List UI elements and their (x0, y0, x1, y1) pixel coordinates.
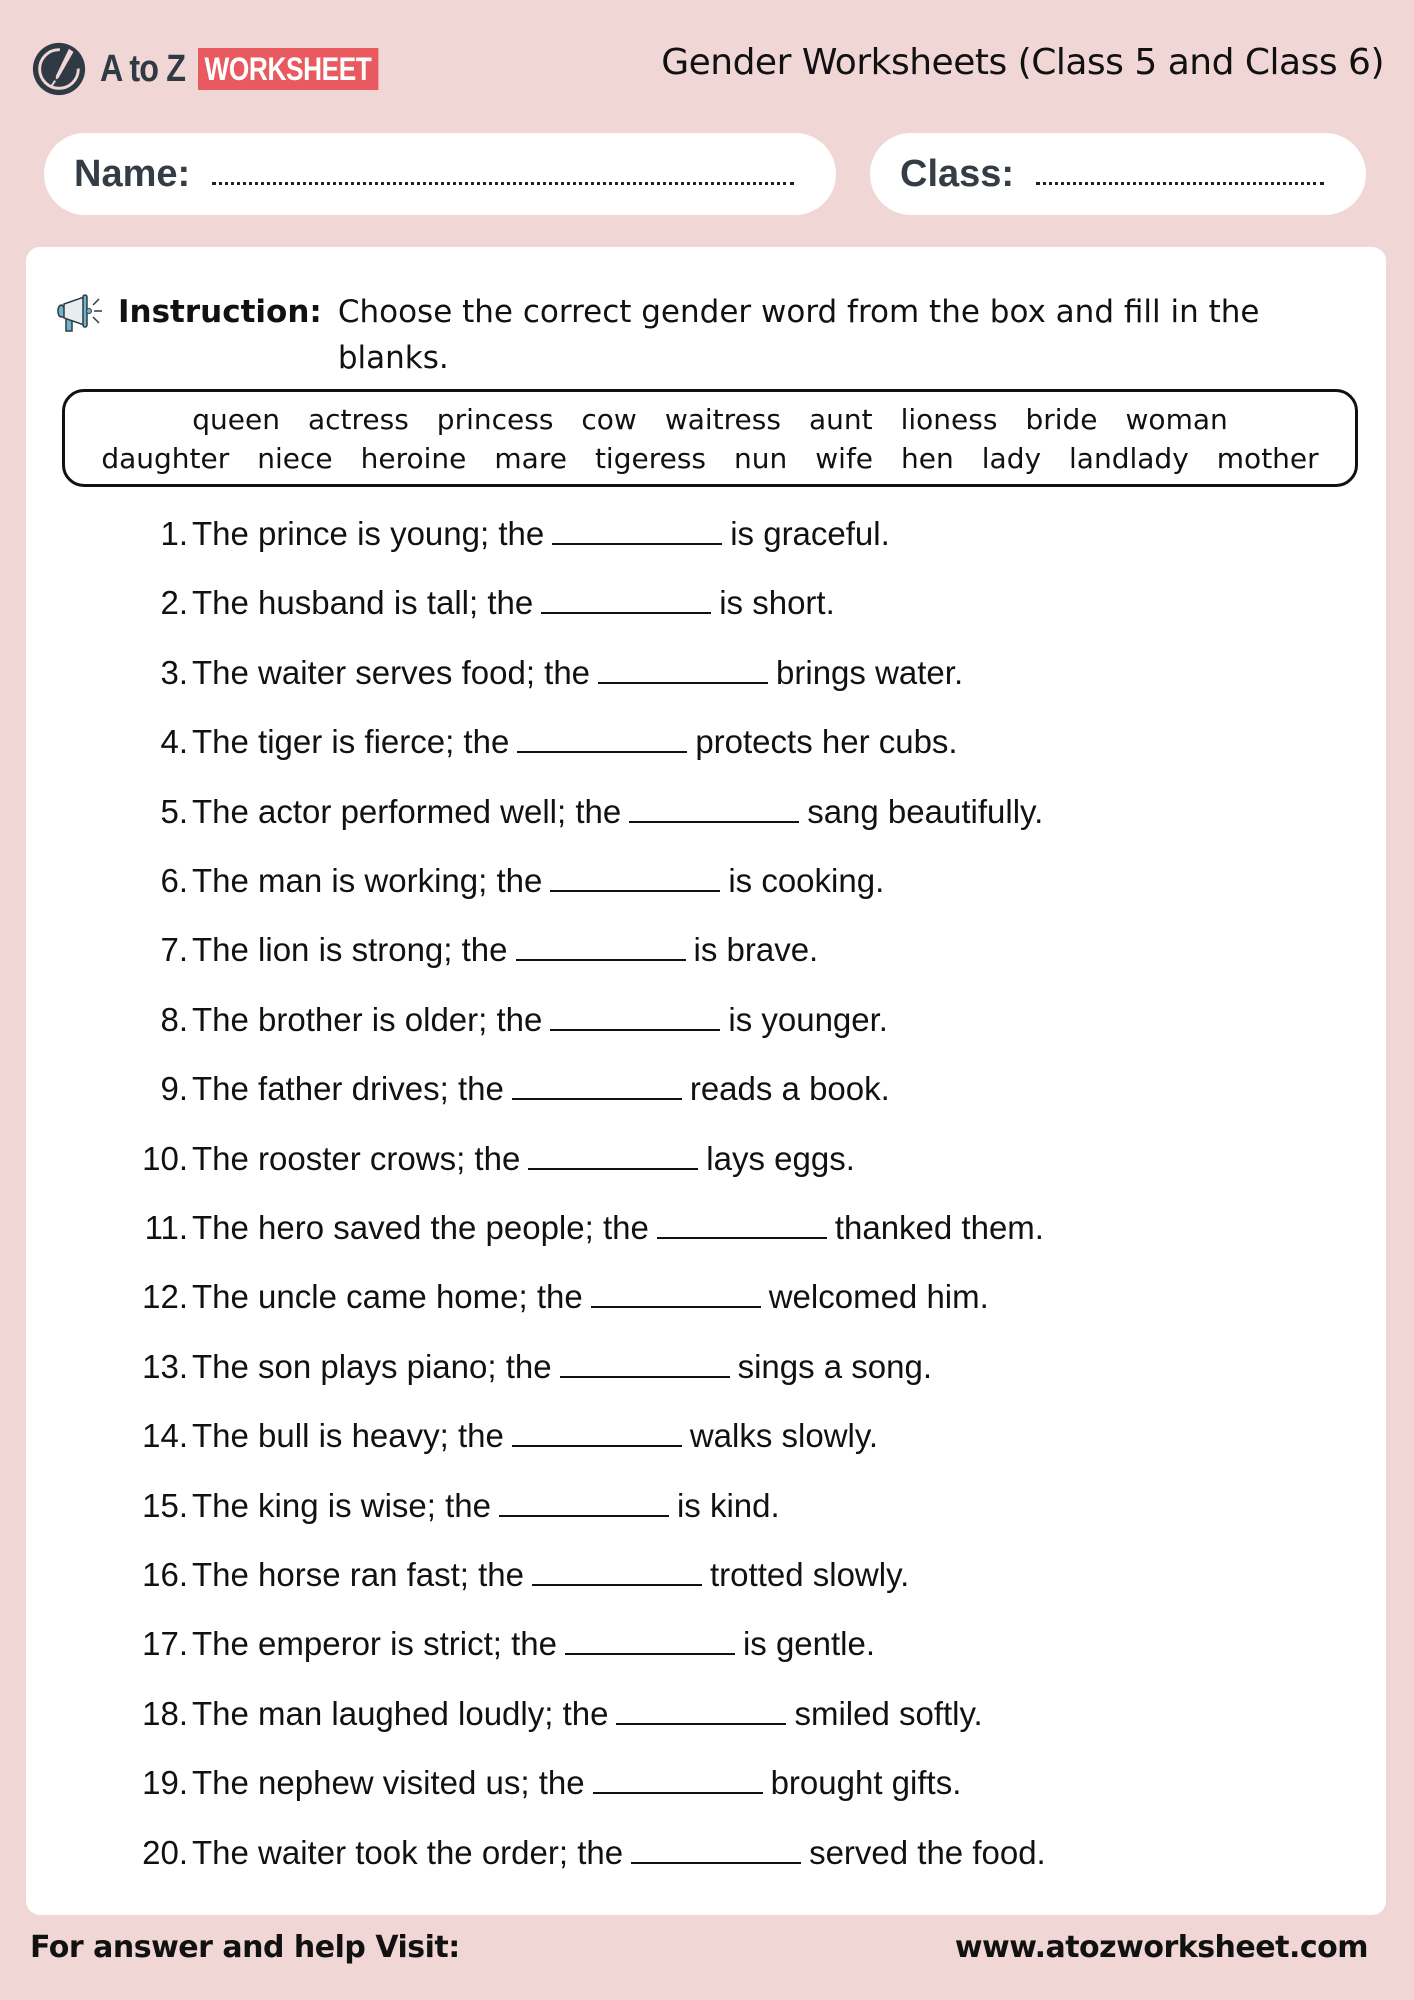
question-item (26, 1556, 1326, 1606)
question-text-before: The actor performed well; the (192, 792, 622, 830)
word-option: aunt (808, 403, 873, 436)
question-text-before: The man laughed loudly; the (192, 1694, 609, 1732)
question-text-before: The husband is tall; the (192, 584, 534, 622)
question-text-after: lays eggs. (706, 1139, 855, 1177)
question-number: 17. (142, 1625, 188, 1663)
class-field[interactable] (870, 133, 1366, 215)
logo-text: A to Z (100, 47, 186, 90)
question-text-before: The lion is strong; the (192, 931, 508, 969)
question-text-after: sang beautifully. (807, 792, 1044, 830)
question-text-before: The hero saved the people; the (192, 1209, 649, 1246)
question-item (26, 1417, 1326, 1467)
answer-blank[interactable] (565, 1629, 735, 1655)
question-item (26, 1625, 1326, 1675)
question-item (26, 1764, 1326, 1814)
word-option: lady (981, 442, 1042, 475)
answer-blank[interactable] (550, 866, 720, 892)
word-option: landlady (1069, 442, 1189, 475)
footer-website-link[interactable]: www.atozworksheet.com (954, 1930, 1368, 1965)
word-option: lioness (900, 403, 998, 436)
question-item (26, 1001, 1326, 1051)
question-text-before: The uncle came home; the (192, 1278, 583, 1316)
question-item (26, 1278, 1326, 1328)
question-item (26, 1487, 1326, 1537)
class-label: Class: (900, 152, 1015, 195)
question-text-after: is kind. (676, 1486, 780, 1524)
answer-blank[interactable] (528, 1144, 698, 1170)
footer-help-text: For answer and help Visit: (30, 1930, 460, 1965)
class-dotted-line[interactable] (1036, 182, 1324, 185)
pen-nib-circle-icon (30, 40, 88, 98)
question-text-before: The man is working; the (192, 862, 543, 899)
question-number: 11. (144, 1209, 188, 1246)
question-item (26, 654, 1326, 704)
question-item (26, 515, 1326, 565)
answer-blank[interactable] (593, 1768, 763, 1794)
question-item (26, 1070, 1326, 1120)
question-text-after: is gentle. (742, 1625, 876, 1663)
question-item (26, 1140, 1326, 1190)
question-number: 4. (160, 723, 188, 761)
question-text-after: served the food. (809, 1833, 1046, 1871)
answer-blank[interactable] (532, 1560, 702, 1586)
question-text-after: is younger. (728, 1000, 888, 1038)
word-option: cow (581, 403, 637, 436)
answer-blank[interactable] (616, 1699, 786, 1725)
word-box (62, 389, 1358, 487)
question-number: 10. (142, 1139, 188, 1177)
question-text-after: brings water. (776, 653, 964, 691)
question-text-after: sings a song. (737, 1347, 933, 1385)
question-item (26, 1209, 1326, 1259)
answer-blank[interactable] (598, 658, 768, 684)
question-text-after: protects her cubs. (695, 723, 958, 761)
question-text-before: The king is wise; the (192, 1486, 491, 1524)
megaphone-icon (56, 291, 106, 335)
word-option: nun (734, 442, 788, 475)
question-text-after: welcomed him. (768, 1278, 989, 1316)
answer-blank[interactable] (629, 797, 799, 823)
question-text-after: reads a book. (689, 1070, 890, 1108)
question-text-before: The horse ran fast; the (192, 1556, 525, 1593)
question-item (26, 1348, 1326, 1398)
instruction (56, 289, 1356, 381)
page-title: Gender Worksheets (Class 5 and Class 6) (661, 42, 1384, 83)
word-option: woman (1125, 403, 1228, 436)
word-option: mother (1216, 442, 1319, 475)
question-text-after: trotted slowly. (710, 1556, 910, 1593)
question-text-before: The son plays piano; the (192, 1347, 552, 1385)
question-text-before: The nephew visited us; the (192, 1764, 585, 1802)
question-item (26, 723, 1326, 773)
word-option: bride (1025, 403, 1098, 436)
word-option: tigeress (594, 442, 707, 475)
site-logo (30, 38, 372, 100)
word-option: niece (257, 442, 333, 475)
question-item (26, 584, 1326, 634)
answer-blank[interactable] (512, 1074, 682, 1100)
question-number: 5. (160, 792, 188, 830)
question-text-after: thanked them. (834, 1209, 1044, 1246)
word-option: actress (307, 403, 409, 436)
question-item (26, 793, 1326, 843)
question-number: 19. (142, 1764, 188, 1802)
question-number: 12. (142, 1278, 188, 1316)
question-number: 14. (142, 1417, 188, 1455)
question-text-after: is brave. (693, 931, 819, 969)
instruction-label: Instruction: (118, 294, 322, 330)
answer-blank[interactable] (516, 935, 686, 961)
logo-badge: WORKSHEET (198, 48, 378, 90)
question-number: 20. (142, 1833, 188, 1871)
question-number: 16. (142, 1556, 188, 1593)
question-text-before: The tiger is fierce; the (192, 723, 510, 761)
question-item (26, 931, 1326, 981)
question-number: 2. (160, 584, 188, 622)
answer-blank[interactable] (512, 1421, 682, 1447)
question-item (26, 1695, 1326, 1745)
answer-blank[interactable] (499, 1491, 669, 1517)
word-option: daughter (101, 442, 230, 475)
answer-blank[interactable] (517, 727, 687, 753)
word-option: hen (901, 442, 954, 475)
answer-blank[interactable] (560, 1352, 730, 1378)
word-box-row-1 (65, 400, 1355, 439)
question-number: 7. (160, 931, 188, 969)
question-text-before: The bull is heavy; the (192, 1417, 504, 1455)
question-number: 13. (142, 1347, 188, 1385)
question-number: 3. (160, 653, 188, 691)
question-text-after: is cooking. (728, 862, 885, 899)
answer-blank[interactable] (657, 1213, 827, 1239)
worksheet-card (26, 247, 1386, 1915)
question-number: 6. (160, 862, 188, 899)
question-item (26, 1834, 1326, 1884)
word-option: wife (815, 442, 874, 475)
word-option: mare (494, 442, 567, 475)
question-text-before: The rooster crows; the (192, 1139, 521, 1177)
question-text-after: walks slowly. (689, 1417, 879, 1455)
instruction-text: Choose the correct gender word from the box and fill in the blanks. (337, 294, 1260, 376)
question-text-after: is graceful. (730, 515, 890, 552)
word-option: queen (192, 403, 280, 436)
question-number: 9. (160, 1070, 188, 1108)
question-text-before: The waiter took the order; the (192, 1833, 624, 1871)
question-number: 18. (142, 1694, 188, 1732)
answer-blank[interactable] (552, 519, 722, 545)
question-text-before: The waiter serves food; the (192, 653, 591, 691)
answer-blank[interactable] (631, 1838, 801, 1864)
question-number: 1. (160, 515, 188, 552)
name-dotted-line[interactable] (212, 182, 794, 185)
question-text-before: The brother is older; the (192, 1000, 543, 1038)
answer-blank[interactable] (591, 1282, 761, 1308)
word-option: waitress (664, 403, 781, 436)
question-number: 15. (142, 1486, 188, 1524)
question-text-before: The emperor is strict; the (192, 1625, 557, 1663)
word-box-row-2 (65, 439, 1355, 478)
name-field[interactable] (44, 133, 836, 215)
question-text-after: smiled softly. (794, 1694, 983, 1732)
answer-blank[interactable] (550, 1005, 720, 1031)
question-number: 8. (160, 1000, 188, 1038)
question-item (26, 862, 1326, 912)
word-option: princess (436, 403, 554, 436)
question-text-after: is short. (719, 584, 835, 622)
question-text-before: The father drives; the (192, 1070, 504, 1108)
word-option: heroine (360, 442, 467, 475)
question-text-before: The prince is young; the (192, 515, 545, 552)
name-label: Name: (74, 152, 191, 195)
question-text-after: brought gifts. (770, 1764, 962, 1802)
answer-blank[interactable] (541, 588, 711, 614)
